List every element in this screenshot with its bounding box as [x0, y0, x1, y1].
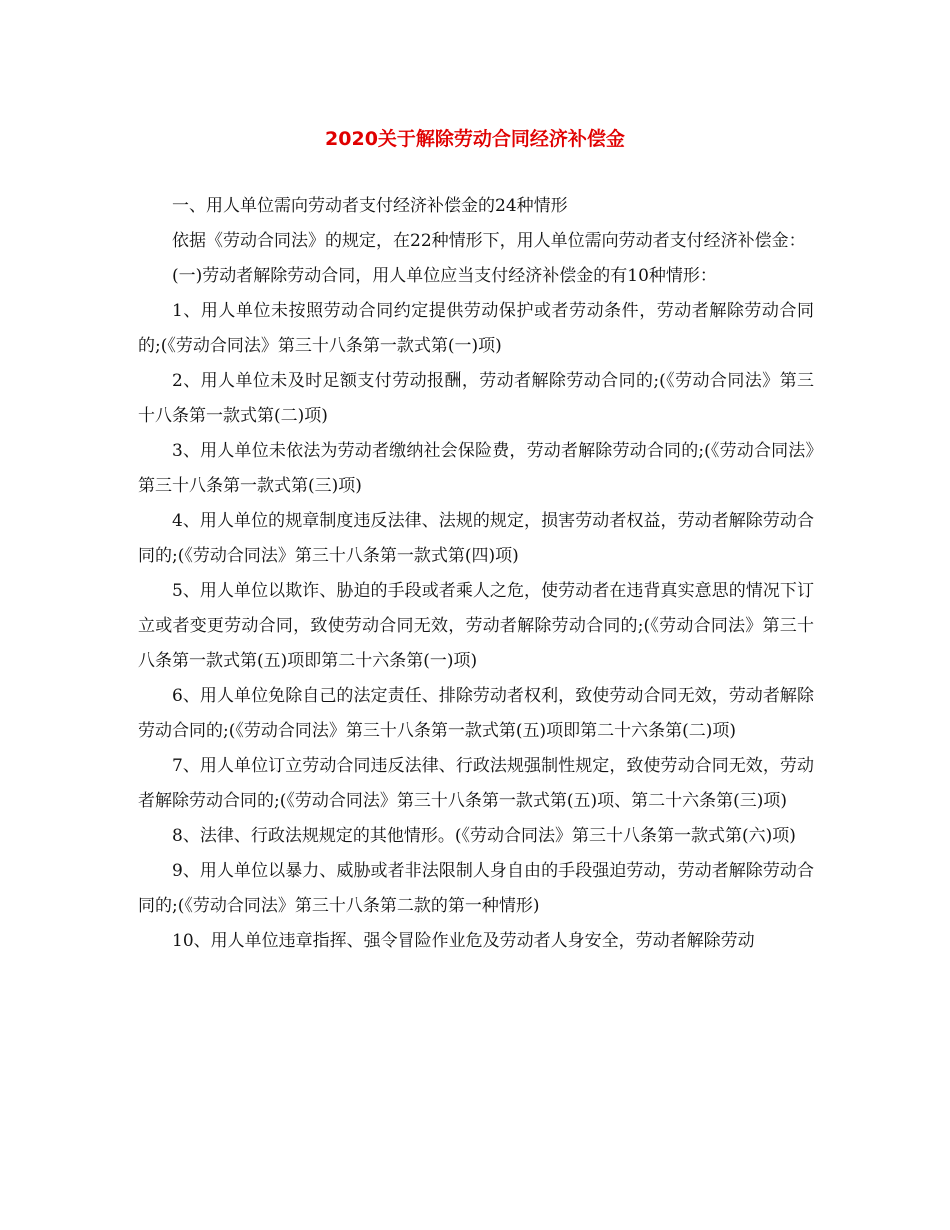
paragraph: 依据《劳动合同法》的规定，在22种情形下，用人单位需向劳动者支付经济补偿金： [172, 231, 806, 251]
paragraph: 3、用人单位未依法为劳动者缴纳社会保险费，劳动者解除劳动合同的;(《劳动合同法》第三十八条第一款式第(三)项) [138, 441, 814, 496]
paragraph: 7、用人单位订立劳动合同违反法律、行政法规强制性规定，致使劳动合同无效，劳动者解除劳动合同的;(《劳动合同法》第三十八条第一款式第(五)项、第二十六条第(三)项) [138, 756, 814, 811]
paragraph: 10、用人单位违章指挥、强令冒险作业危及劳动者人身安全，劳动者解除劳动 [172, 931, 755, 951]
paragraph: 1、用人单位未按照劳动合同约定提供劳动保护或者劳动条件，劳动者解除劳动合同的;(《劳动合同法》第三十八条第一款式第(一)项) [138, 301, 814, 356]
paragraph: 6、用人单位免除自己的法定责任、排除劳动者权利，致使劳动合同无效，劳动者解除劳动合同的;(《劳动合同法》第三十八条第一款式第(五)项即第二十六条第(二)项) [138, 686, 814, 741]
paragraph: 一、用人单位需向劳动者支付经济补偿金的24种情形 [172, 196, 568, 216]
document-body [138, 189, 814, 959]
paragraph: (一)劳动者解除劳动合同，用人单位应当支付经济补偿金的有10种情形： [172, 266, 717, 286]
document-title: 2020关于解除劳动合同经济补偿金 [325, 128, 625, 150]
paragraph: 4、用人单位的规章制度违反法律、法规的规定，损害劳动者权益，劳动者解除劳动合同的;(《劳动合同法》第三十八条第一款式第(四)项) [138, 511, 814, 566]
paragraph: 2、用人单位未及时足额支付劳动报酬，劳动者解除劳动合同的;(《劳动合同法》第三十八条第一款式第(二)项) [138, 371, 814, 426]
paragraph: 9、用人单位以暴力、威胁或者非法限制人身自由的手段强迫劳动，劳动者解除劳动合同的;(《劳动合同法》第三十八条第二款的第一种情形) [138, 861, 814, 916]
paragraph: 5、用人单位以欺诈、胁迫的手段或者乘人之危，使劳动者在违背真实意思的情况下订立或者变更劳动合同，致使劳动合同无效，劳动者解除劳动合同的;(《劳动合同法》第三十八条第一款式第(五)项即第二十六条第(一)项) [138, 581, 814, 671]
paragraph: 8、法律、行政法规规定的其他情形。(《劳动合同法》第三十八条第一款式第(六)项) [172, 826, 796, 846]
